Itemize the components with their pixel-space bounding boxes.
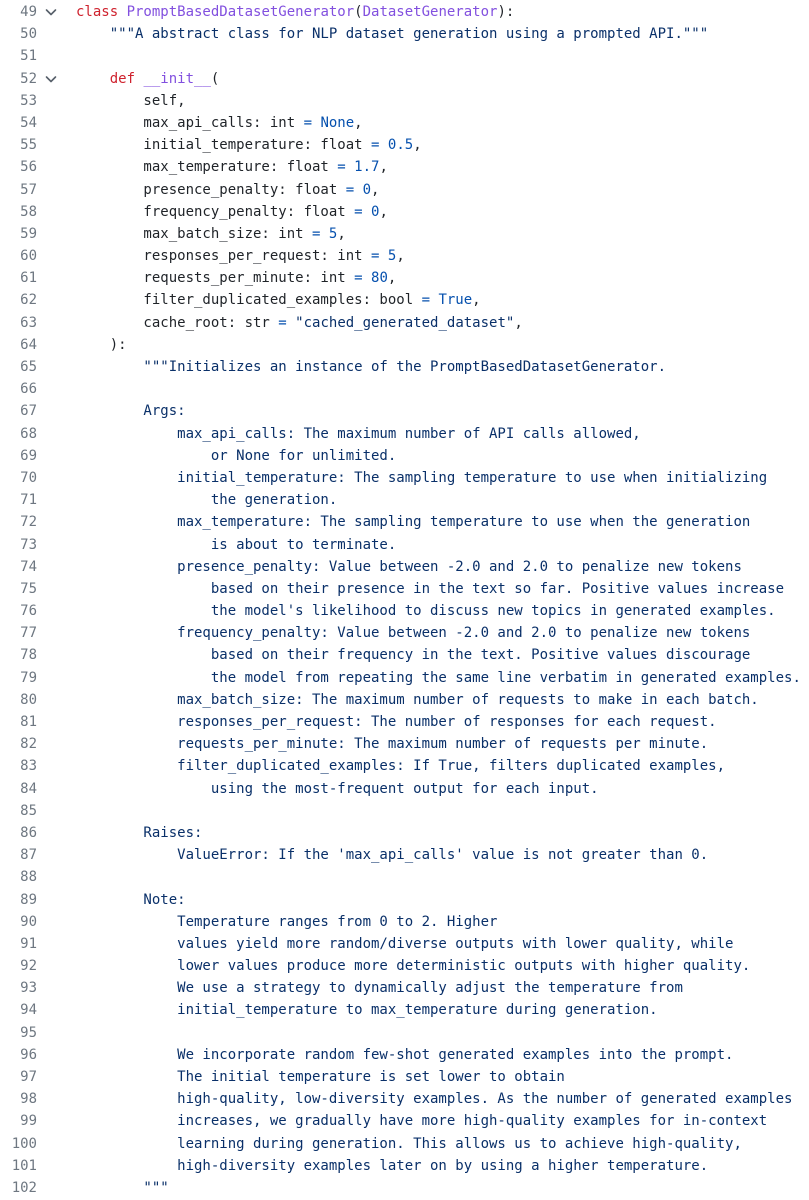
code-token: frequency_penalty: float bbox=[76, 203, 355, 220]
code-token: class bbox=[76, 4, 127, 20]
code-token: filter_duplicated_examples: bool bbox=[76, 292, 422, 309]
code-text bbox=[76, 201, 388, 223]
code-text bbox=[76, 534, 396, 556]
code-token: = bbox=[345, 181, 355, 198]
code-text bbox=[76, 1044, 733, 1066]
line-number: 73 bbox=[20, 536, 37, 553]
code-text bbox=[76, 68, 219, 90]
code-text bbox=[76, 644, 750, 666]
code-line[interactable] bbox=[0, 356, 809, 378]
code-line[interactable] bbox=[0, 511, 809, 533]
code-text bbox=[76, 511, 750, 533]
line-number: 92 bbox=[20, 958, 37, 975]
code-token bbox=[320, 226, 328, 242]
code-token: We use a strategy to dynamically adjust the temperature from bbox=[76, 980, 683, 997]
code-text bbox=[76, 400, 186, 422]
code-line[interactable] bbox=[0, 844, 809, 866]
code-token: max_temperature: float bbox=[76, 159, 338, 176]
code-line[interactable] bbox=[0, 423, 809, 445]
code-text bbox=[76, 689, 759, 711]
code-token: increases, we gradually have more high-quality examples for in-context bbox=[76, 1113, 768, 1130]
line-number: 96 bbox=[20, 1046, 37, 1063]
code-text bbox=[76, 289, 481, 311]
code-text bbox=[76, 778, 599, 800]
code-token: is about to terminate. bbox=[76, 536, 397, 553]
code-token: presence_penalty: Value between -2.0 and 2.0 to penalize new tokens bbox=[76, 558, 742, 575]
line-number: 102 bbox=[11, 1179, 37, 1196]
line-number: 70 bbox=[20, 469, 37, 486]
code-token: = bbox=[337, 159, 346, 176]
line-number: 89 bbox=[20, 891, 37, 908]
code-token: = bbox=[354, 203, 363, 220]
code-token bbox=[363, 204, 371, 220]
code-line[interactable] bbox=[0, 267, 809, 289]
code-line[interactable] bbox=[0, 378, 809, 400]
code-text bbox=[76, 600, 776, 622]
code-line[interactable] bbox=[0, 334, 809, 356]
line-number: 66 bbox=[20, 381, 37, 398]
code-token: responses_per_request: int bbox=[76, 248, 372, 265]
code-line[interactable] bbox=[0, 644, 809, 666]
code-token: , bbox=[514, 314, 523, 331]
line-number: 100 bbox=[11, 1135, 37, 1152]
line-number: 82 bbox=[20, 736, 37, 753]
code-token: , bbox=[413, 137, 422, 154]
code-token: Raises: bbox=[76, 824, 203, 841]
line-number: 98 bbox=[20, 1091, 37, 1108]
code-token: or None for unlimited. bbox=[76, 447, 397, 464]
code-line[interactable] bbox=[0, 911, 809, 933]
code-text bbox=[76, 1155, 708, 1177]
code-token: the model's likelihood to discuss new topics in generated examples. bbox=[76, 603, 776, 620]
code-token: initial_temperature: float bbox=[76, 137, 372, 154]
line-number: 62 bbox=[20, 292, 37, 309]
code-line[interactable] bbox=[0, 90, 809, 112]
code-text bbox=[76, 267, 396, 289]
code-token: lower values produce more deterministic outputs with higher quality. bbox=[76, 958, 751, 975]
code-token: Args: bbox=[76, 403, 186, 420]
code-token: frequency_penalty: Value between -2.0 and 2.0 to penalize new tokens bbox=[76, 625, 751, 642]
line-number: 91 bbox=[20, 935, 37, 952]
code-token: 0.5 bbox=[387, 137, 414, 154]
line-number: 99 bbox=[20, 1113, 37, 1130]
code-token: filter_duplicated_examples: If True, filters duplicated examples, bbox=[76, 758, 726, 775]
code-token: high-quality, low-diversity examples. As the number of generated examples bbox=[76, 1091, 793, 1108]
code-text bbox=[76, 977, 683, 999]
line-number: 101 bbox=[11, 1157, 37, 1174]
code-token: = bbox=[278, 314, 287, 331]
code-token: max_temperature: The sampling temperature to use when the generation bbox=[76, 514, 751, 531]
code-token: max_api_calls: The maximum number of API calls allowed, bbox=[76, 425, 641, 442]
code-token: True bbox=[438, 292, 473, 309]
line-number: 75 bbox=[20, 580, 37, 597]
code-token: based on their presence in the text so far. Positive values increase bbox=[76, 580, 785, 597]
code-text bbox=[76, 711, 717, 733]
code-token: high-diversity examples later on by using a higher temperature. bbox=[76, 1157, 709, 1174]
code-line[interactable] bbox=[0, 1155, 809, 1177]
code-line[interactable] bbox=[0, 778, 809, 800]
code-line[interactable] bbox=[0, 289, 809, 311]
code-token: Note: bbox=[76, 891, 186, 908]
code-line[interactable] bbox=[0, 156, 809, 178]
code-line[interactable] bbox=[0, 201, 809, 223]
code-token: ): bbox=[76, 336, 127, 353]
code-text bbox=[76, 911, 497, 933]
code-line[interactable] bbox=[0, 312, 809, 334]
code-token: , bbox=[379, 203, 388, 220]
line-number: 49 bbox=[20, 4, 37, 20]
code-line[interactable] bbox=[0, 1066, 809, 1088]
code-text bbox=[76, 467, 767, 489]
code-line[interactable] bbox=[0, 889, 809, 911]
code-line[interactable] bbox=[0, 134, 809, 156]
code-token: requests_per_minute: int bbox=[76, 270, 355, 287]
code-text bbox=[76, 423, 641, 445]
code-text bbox=[76, 356, 666, 378]
code-text bbox=[76, 755, 725, 777]
code-text bbox=[76, 245, 405, 267]
code-token: DatasetGenerator bbox=[362, 4, 498, 20]
code-text bbox=[76, 179, 379, 201]
code-token: learning during generation. This allows us to achieve high-quality, bbox=[76, 1135, 742, 1152]
line-number: 60 bbox=[20, 248, 37, 265]
code-text bbox=[76, 156, 388, 178]
code-line[interactable] bbox=[0, 1044, 809, 1066]
code-token: 5 bbox=[387, 248, 397, 265]
code-line[interactable] bbox=[0, 1022, 809, 1044]
line-number: 65 bbox=[20, 359, 37, 375]
line-number: 84 bbox=[20, 780, 37, 797]
code-token: max_batch_size: int bbox=[76, 225, 313, 242]
code-line[interactable] bbox=[0, 800, 809, 822]
chevron-down-icon[interactable] bbox=[45, 75, 57, 84]
code-token: 80 bbox=[371, 270, 388, 287]
code-token bbox=[379, 137, 387, 153]
code-token: """ bbox=[76, 1179, 169, 1196]
code-token: We incorporate random few-shot generated examples into the prompt. bbox=[76, 1046, 734, 1063]
code-line[interactable] bbox=[0, 866, 809, 888]
code-token: max_api_calls: int bbox=[76, 114, 304, 131]
code-line[interactable] bbox=[0, 534, 809, 556]
line-number: 94 bbox=[20, 1002, 37, 1019]
code-line[interactable] bbox=[0, 711, 809, 733]
code-line[interactable] bbox=[0, 955, 809, 977]
code-editor[interactable] bbox=[0, 1, 809, 1199]
code-token: The initial temperature is set lower to obtain bbox=[76, 1069, 565, 1085]
code-token: = bbox=[354, 270, 363, 287]
code-text bbox=[76, 334, 127, 356]
line-number: 85 bbox=[20, 802, 37, 819]
line-number: 76 bbox=[20, 603, 37, 620]
code-token: based on their frequency in the text. Positive values discourage bbox=[76, 647, 751, 664]
code-token: , bbox=[387, 270, 397, 287]
line-number: 59 bbox=[20, 225, 37, 242]
code-token: 5 bbox=[328, 225, 338, 242]
code-token: presence_penalty: float bbox=[76, 181, 346, 198]
code-token: = bbox=[312, 225, 321, 242]
code-text bbox=[76, 1133, 742, 1155]
line-number: 77 bbox=[20, 625, 37, 642]
code-token: , bbox=[354, 114, 363, 131]
line-number: 79 bbox=[20, 669, 37, 686]
code-line[interactable] bbox=[0, 489, 809, 511]
code-line[interactable] bbox=[0, 1133, 809, 1155]
code-text bbox=[76, 667, 801, 689]
code-line[interactable] bbox=[0, 245, 809, 267]
code-token: self, bbox=[76, 92, 186, 109]
code-token bbox=[379, 248, 387, 264]
code-token: , bbox=[396, 248, 405, 265]
code-line[interactable] bbox=[0, 622, 809, 644]
code-token: __init__ bbox=[143, 70, 211, 87]
line-number: 57 bbox=[20, 181, 37, 198]
line-number: 53 bbox=[20, 92, 37, 109]
code-text bbox=[76, 999, 658, 1021]
code-text bbox=[76, 622, 750, 644]
code-line[interactable] bbox=[0, 977, 809, 999]
code-text bbox=[76, 223, 346, 245]
line-number: 72 bbox=[20, 514, 37, 531]
code-token: , bbox=[337, 225, 346, 242]
line-number: 69 bbox=[20, 447, 37, 464]
code-token: def bbox=[76, 70, 144, 87]
code-token: Temperature ranges from 0 to 2. Higher bbox=[76, 913, 498, 930]
code-token: ): bbox=[497, 4, 515, 20]
code-text bbox=[76, 889, 186, 911]
code-text bbox=[76, 844, 708, 866]
line-number: 55 bbox=[20, 137, 37, 154]
line-number: 90 bbox=[20, 913, 37, 930]
line-number: 68 bbox=[20, 425, 37, 442]
line-number: 93 bbox=[20, 980, 37, 997]
code-line[interactable] bbox=[0, 112, 809, 134]
code-line[interactable] bbox=[0, 1177, 809, 1199]
line-number: 52 bbox=[20, 70, 37, 87]
code-token: ( bbox=[210, 70, 220, 87]
line-number: 63 bbox=[20, 314, 37, 331]
code-token bbox=[354, 182, 362, 198]
code-token: , bbox=[371, 181, 380, 198]
code-text bbox=[76, 489, 337, 511]
code-text bbox=[76, 733, 708, 755]
code-token: ( bbox=[354, 4, 363, 20]
code-token: "cached_generated_dataset" bbox=[295, 314, 515, 331]
code-line[interactable] bbox=[0, 667, 809, 689]
code-token: 1.7 bbox=[354, 159, 380, 176]
line-number: 51 bbox=[20, 48, 37, 65]
code-token: = bbox=[371, 248, 380, 265]
code-text bbox=[76, 1, 514, 23]
code-text bbox=[76, 312, 523, 334]
code-text bbox=[76, 23, 708, 45]
line-number: 50 bbox=[20, 26, 37, 43]
code-text bbox=[76, 955, 750, 977]
code-line[interactable] bbox=[0, 600, 809, 622]
code-token: values yield more random/diverse outputs with lower quality, while bbox=[76, 935, 734, 952]
code-line[interactable] bbox=[0, 1, 809, 23]
code-line[interactable] bbox=[0, 578, 809, 600]
code-token: 0 bbox=[371, 203, 380, 220]
code-token: ValueError: If the 'max_api_calls' value is not greater than 0. bbox=[76, 847, 709, 864]
code-text bbox=[76, 578, 784, 600]
code-line[interactable] bbox=[0, 1088, 809, 1110]
code-token bbox=[346, 159, 354, 175]
line-number: 81 bbox=[20, 714, 37, 730]
code-text bbox=[76, 1177, 169, 1199]
code-line[interactable] bbox=[0, 999, 809, 1021]
code-token: initial_temperature: The sampling temperature to use when initializing bbox=[76, 469, 768, 486]
code-token: responses_per_request: The number of responses for each request. bbox=[76, 714, 717, 730]
code-token: 0 bbox=[362, 181, 372, 198]
line-number: 58 bbox=[20, 203, 37, 220]
code-text bbox=[76, 112, 363, 134]
code-token: """Initializes an instance of the PromptBasedDatasetGenerator. bbox=[76, 359, 667, 375]
code-line[interactable] bbox=[0, 400, 809, 422]
code-line[interactable] bbox=[0, 755, 809, 777]
code-token: the model from repeating the same line verbatim in generated examples. bbox=[76, 669, 801, 686]
code-token: = bbox=[421, 292, 431, 309]
code-line[interactable] bbox=[0, 68, 809, 90]
code-text bbox=[76, 445, 396, 467]
line-number: 86 bbox=[20, 824, 37, 841]
line-number: 64 bbox=[20, 336, 37, 353]
code-token: None bbox=[320, 114, 355, 131]
line-number: 97 bbox=[20, 1069, 37, 1085]
code-line[interactable] bbox=[0, 556, 809, 578]
code-line[interactable] bbox=[0, 733, 809, 755]
code-line[interactable] bbox=[0, 223, 809, 245]
line-number: 80 bbox=[20, 691, 37, 708]
code-token: , bbox=[472, 292, 481, 309]
code-line[interactable] bbox=[0, 467, 809, 489]
code-text bbox=[76, 933, 733, 955]
code-line[interactable] bbox=[0, 445, 809, 467]
code-token: """A abstract class for NLP dataset generation using a prompted API.""" bbox=[76, 26, 709, 43]
line-number: 87 bbox=[20, 847, 37, 864]
line-number: 88 bbox=[20, 869, 37, 886]
code-token: PromptBasedDatasetGenerator bbox=[126, 4, 355, 20]
code-text bbox=[76, 1110, 767, 1132]
code-line[interactable] bbox=[0, 179, 809, 201]
line-number: 74 bbox=[20, 558, 37, 575]
line-number: 95 bbox=[20, 1024, 37, 1041]
code-line[interactable] bbox=[0, 1110, 809, 1132]
code-token bbox=[363, 270, 371, 286]
line-number: 56 bbox=[20, 159, 37, 176]
code-token: = bbox=[371, 137, 380, 154]
code-text bbox=[76, 822, 202, 844]
code-line[interactable] bbox=[0, 23, 809, 45]
line-number: 78 bbox=[20, 647, 37, 664]
code-text bbox=[76, 90, 186, 112]
code-text bbox=[76, 1088, 792, 1110]
line-number: 61 bbox=[20, 270, 37, 287]
code-text bbox=[76, 556, 742, 578]
line-number: 83 bbox=[20, 758, 37, 775]
code-token: the generation. bbox=[76, 492, 338, 509]
code-line[interactable] bbox=[0, 933, 809, 955]
code-token bbox=[287, 315, 295, 331]
code-token: initial_temperature to max_temperature during generation. bbox=[76, 1002, 658, 1019]
code-token: , bbox=[379, 159, 388, 176]
line-number: 54 bbox=[20, 114, 37, 131]
chevron-down-icon[interactable] bbox=[45, 8, 57, 17]
code-line[interactable] bbox=[0, 822, 809, 844]
code-token: using the most-frequent output for each input. bbox=[76, 780, 599, 797]
code-token: requests_per_minute: The maximum number of requests per minute. bbox=[76, 736, 709, 753]
line-number: 71 bbox=[20, 492, 37, 509]
code-line[interactable] bbox=[0, 689, 809, 711]
code-token: = bbox=[303, 114, 313, 131]
code-token: cache_root: str bbox=[76, 314, 279, 331]
code-text bbox=[76, 134, 422, 156]
code-token: max_batch_size: The maximum number of requests to make in each batch. bbox=[76, 691, 759, 708]
line-number: 67 bbox=[20, 403, 37, 420]
code-text bbox=[76, 1066, 565, 1088]
code-line[interactable] bbox=[0, 45, 809, 67]
